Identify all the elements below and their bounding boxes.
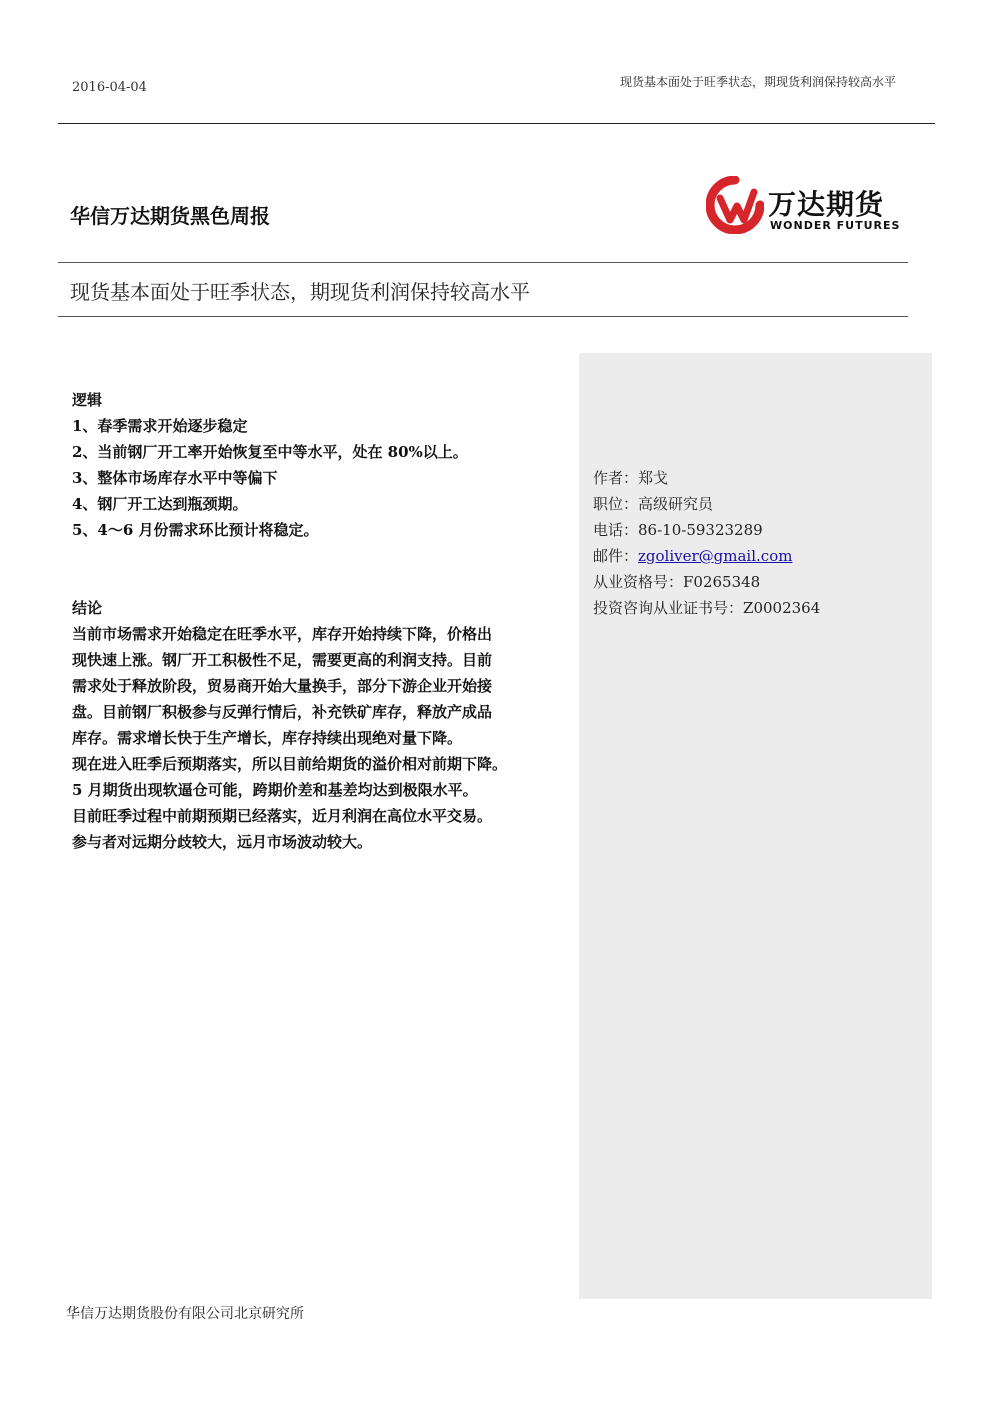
phone-value: 86-10-59323289 (638, 521, 763, 539)
logo-chinese-name: 万达期货 (768, 188, 885, 221)
conclusion-line: 需求处于释放阶段，贸易商开始大量换手，部分下游企业开始接 (72, 677, 493, 695)
author-label: 作者： (593, 469, 639, 487)
conclusion-line: 现快速上涨。钢厂开工积极性不足，需要更高的利润支持。目前 (72, 651, 493, 669)
logic-item: 2、当前钢厂开工率开始恢复至中等水平，处在 80%以上。 (72, 443, 468, 461)
email-link[interactable]: zgoliver@gmail.com (638, 547, 793, 565)
running-title: 现货基本面处于旺季状态，期现货利润保持较高水平 (619, 75, 896, 89)
logo-english-name: WONDER FUTURES (770, 219, 901, 232)
logic-item: 3、整体市场库存水平中等偏下 (72, 469, 278, 487)
phone-label: 电话： (593, 521, 639, 539)
logic-item: 1、春季需求开始逐步稳定 (72, 417, 248, 435)
conclusion-heading: 结论 (72, 599, 103, 617)
email-label: 邮件： (593, 547, 639, 565)
header-divider (58, 123, 935, 124)
logic-item: 5、4～6 月份需求环比预计将稳定。 (72, 521, 319, 539)
phone-row (593, 519, 763, 540)
logic-item: 4、钢厂开工达到瓶颈期。 (72, 495, 248, 513)
advisory-license-row (593, 597, 820, 618)
conclusion-line: 目前旺季过程中前期预期已经落实，近月利润在高位水平交易。 (72, 807, 493, 825)
report-date: 2016-04-04 (72, 80, 147, 95)
wonder-logo-icon (706, 176, 764, 234)
license-label: 从业资格号： (593, 573, 684, 591)
license-value: F0265348 (683, 573, 761, 591)
subtitle-bottom-rule (58, 316, 908, 317)
advisory-license-value: Z0002364 (743, 599, 821, 617)
logic-heading: 逻辑 (72, 391, 103, 409)
conclusion-line: 参与者对远期分歧较大，远月市场波动较大。 (72, 833, 373, 851)
position-row (593, 493, 713, 514)
conclusion-line: 现在进入旺季后预期落实，所以目前给期货的溢价相对前期下降。 (72, 755, 508, 773)
report-subtitle: 现货基本面处于旺季状态，期现货利润保持较高水平 (70, 280, 530, 304)
advisory-license-label: 投资咨询从业证书号： (593, 599, 744, 617)
conclusion-line: 5 月期货出现软逼仓可能，跨期价差和基差均达到极限水平。 (72, 781, 478, 799)
position-value: 高级研究员 (638, 495, 714, 513)
footer-institution: 华信万达期货股份有限公司北京研究所 (66, 1306, 304, 1322)
conclusion-line: 库存。需求增长快于生产增长，库存持续出现绝对量下降。 (72, 729, 463, 747)
position-label: 职位： (593, 495, 639, 513)
email-row (593, 545, 792, 566)
conclusion-line: 盘。目前钢厂积极参与反弹行情后，补充铁矿库存，释放产成品 (72, 703, 493, 721)
author-row (593, 467, 668, 488)
license-row (593, 571, 760, 592)
report-name: 华信万达期货黑色周报 (70, 204, 270, 228)
author-value: 郑戈 (638, 469, 669, 487)
conclusion-line: 当前市场需求开始稳定在旺季水平，库存开始持续下降，价格出 (72, 625, 493, 643)
subtitle-top-rule (58, 262, 908, 263)
